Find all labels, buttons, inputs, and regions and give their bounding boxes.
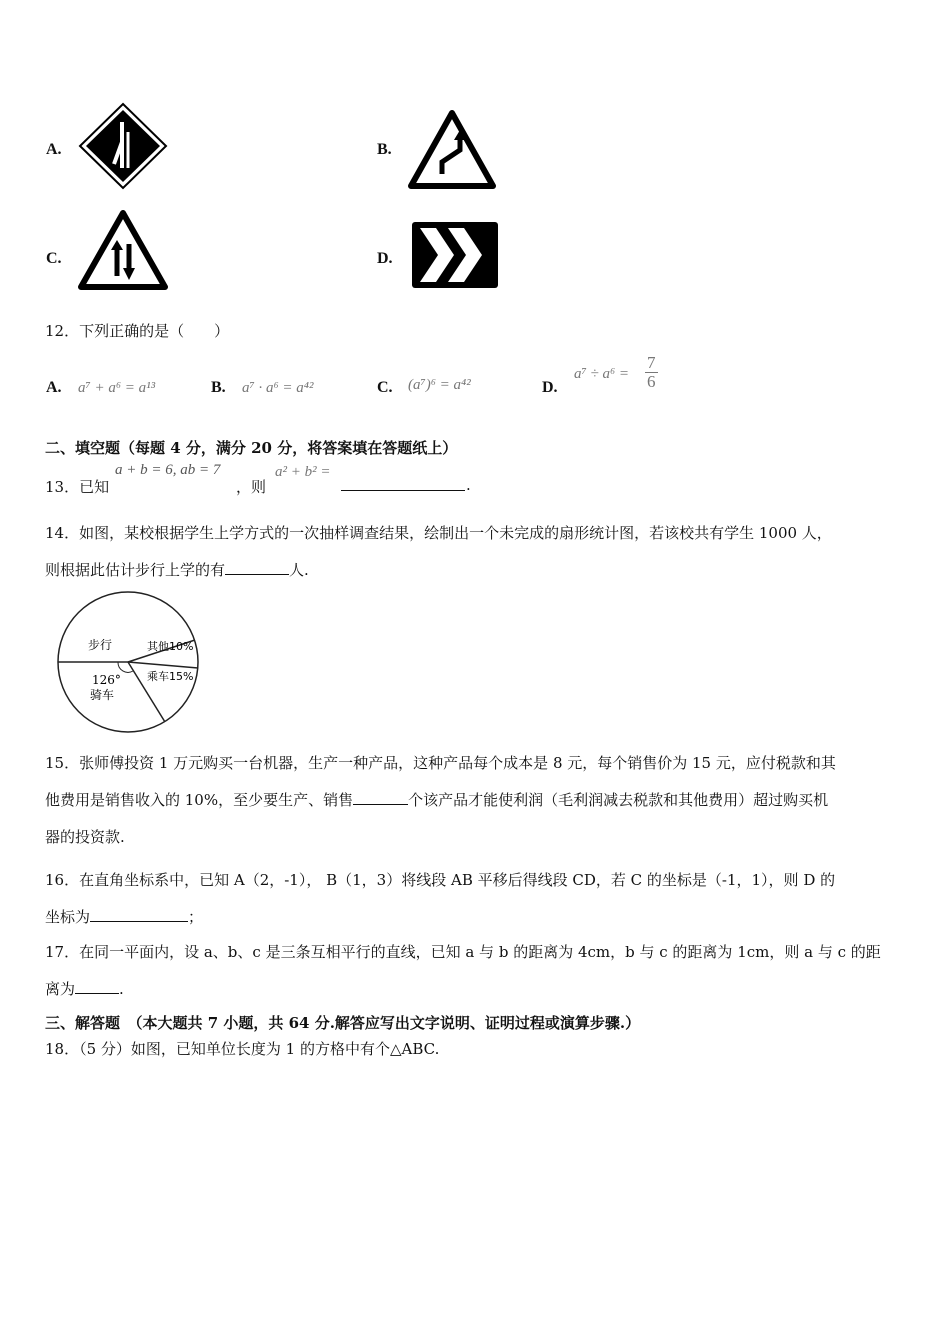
reverse-curve-sign-icon [408, 110, 496, 190]
q14-answer-blank [225, 560, 289, 575]
q12-option-b-expr: a⁷ · a⁶ = a⁴² [242, 380, 314, 396]
q14-line2-end: 人. [289, 561, 309, 579]
q13-then: ，则 [236, 478, 267, 496]
q17-line2-b: . [119, 980, 124, 998]
q17-line2 [45, 978, 124, 999]
option-a-label: A. [46, 141, 62, 158]
q18-text: 18．（5 分）如图，已知单位长度为 1 的方格中有个△ABC. [45, 1040, 440, 1058]
pie-label-walk: 步行 [88, 638, 113, 652]
q15-answer-blank [353, 790, 408, 805]
q16-line2-a: 坐标为 [45, 908, 91, 926]
section2-title: 二、填空题（每题 4 分，满分 20 分，将答案填在答题纸上） [45, 439, 458, 457]
q13-given: a + b = 6, ab = 7 [115, 462, 221, 478]
q16-line1: 16．在直角坐标系中，已知 A（2，-1）， B（1，3）将线段 AB 平移后得线段 CD，若 C 的坐标是（-1，1），则 D 的 [45, 871, 836, 889]
q15-line1: 15．张师傅投资 1 万元购买一台机器，生产一种产品，这种产品每个成本是 8 元，每个销售价为 15 元，应付税款和其 [45, 754, 836, 772]
pie-label-bus: 乘车15% [147, 670, 194, 683]
q16-answer-blank [90, 907, 188, 922]
option-d-label: D. [377, 250, 393, 267]
q16-line2-b: ； [188, 908, 204, 926]
q12-option-d-expr: a⁷ ÷ a⁶ = [574, 366, 630, 382]
pie-label-angle: 126° [92, 673, 121, 687]
q12-option-d-label: D. [542, 379, 558, 396]
q12-stem: 12．下列正确的是（ ） [45, 322, 230, 340]
q12-option-d-fraction [645, 354, 658, 391]
two-way-traffic-sign-icon [78, 210, 168, 290]
fraction-denominator: 6 [647, 372, 656, 391]
merge-lane-sign-icon [78, 102, 168, 190]
q13-end: . [466, 476, 471, 494]
q12-option-c-label: C. [377, 379, 393, 396]
q14-line1: 14．如图，某校根据学生上学方式的一次抽样调查结果，绘制出一个未完成的扇形统计图，若该校共有学生 1000 人， [45, 524, 832, 542]
q12-option-a-expr: a⁷ + a⁶ = a¹³ [78, 380, 156, 396]
q15-line3: 器的投资款. [45, 828, 125, 846]
q15-line2-b: 个该产品才能使利润（毛利润减去税款和其他费用）超过购买机 [408, 791, 829, 809]
chevron-direction-sign-icon [410, 220, 500, 290]
q15-line2 [45, 789, 828, 810]
option-b-label: B. [377, 141, 392, 158]
section3-title: 三、解答题 （本大题共 7 小题，共 64 分.解答应写出文字说明、证明过程或演算步骤.） [45, 1014, 641, 1032]
q12-option-c-expr: (a⁷)⁶ = a⁴² [408, 377, 471, 393]
q13-prefix: 13．已知 [45, 478, 110, 496]
q13-answer-blank [341, 476, 465, 491]
pie-chart-figure [52, 588, 204, 736]
q13-ask: a² + b² = [275, 464, 331, 480]
q12-option-a-label: A. [46, 379, 62, 396]
q14-line2 [45, 559, 309, 580]
q14-line2-text: 则根据此估计步行上学的有 [45, 561, 226, 579]
pie-label-bike: 骑车 [90, 688, 115, 702]
q12-option-b-label: B. [211, 379, 226, 396]
q15-line2-a: 他费用是销售收入的 10%，至少要生产、销售 [45, 791, 354, 809]
q17-answer-blank [75, 979, 119, 994]
q17-line1: 17．在同一平面内，设 a、b、c 是三条互相平行的直线，已知 a 与 b 的距离为 4cm，b 与 c 的距离为 1cm，则 a 与 c 的距 [45, 943, 881, 961]
q16-line2 [45, 906, 203, 927]
pie-label-other: 其他10% [147, 640, 194, 653]
option-c-label: C. [46, 250, 62, 267]
q17-line2-a: 离为 [45, 980, 76, 998]
fraction-numerator: 7 [647, 353, 656, 372]
